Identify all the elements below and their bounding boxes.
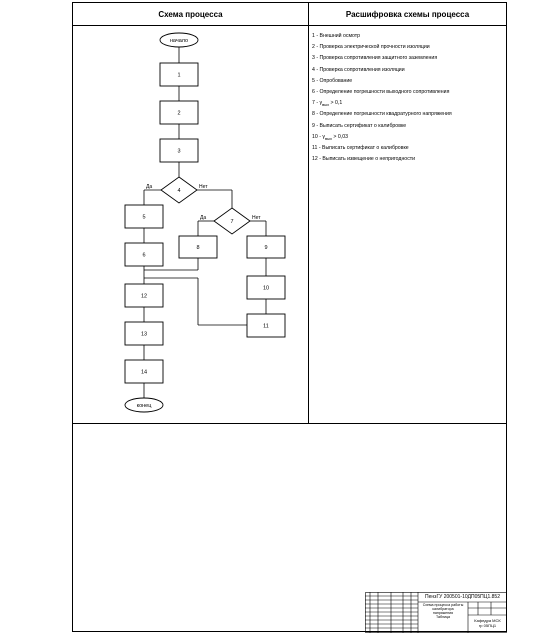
node-label-8: 8	[196, 245, 200, 251]
node-label-13: 13	[140, 331, 148, 338]
legend-item: 11 - Выписать сертификат о калибровке	[312, 144, 409, 151]
branch-no-7: Нет	[252, 215, 261, 221]
node-label-2: 2	[177, 110, 181, 117]
legend-item: 6 - Определение погрешности выходного сопротивления	[312, 88, 450, 95]
node-label-10: 10	[262, 285, 270, 292]
node-label-1: 1	[177, 72, 181, 79]
organization: Кафедра МСК гр 05ПЦ1	[474, 618, 501, 628]
process-legend	[312, 31, 502, 165]
node-label-14: 14	[140, 369, 148, 376]
node-label-3: 3	[177, 148, 181, 155]
legend-item: 5 - Опробование	[312, 77, 353, 84]
legend-item: 8 - Определение погрешности квадратурного напряжения	[312, 111, 452, 118]
legend-item: 3 - Проверка сопротивления защитного заземления	[312, 55, 438, 62]
drawing-title: Схема процесса работы калибратора напряжения Таблица	[422, 603, 464, 619]
flowchart-column-header: Схема процесса	[158, 10, 223, 19]
start-label: начало	[169, 38, 189, 44]
node-label-9: 9	[264, 245, 268, 251]
node-label-12: 12	[140, 293, 148, 300]
legend-column-header: Расшифровка схемы процесса	[345, 10, 470, 19]
node-label-5: 5	[142, 214, 146, 221]
legend-item: $10 - \gamma_{вых} > 0,03$	[312, 133, 348, 141]
legend-item: $7 - \gamma_{вых} > 0,1$	[312, 100, 343, 108]
legend-item: 12 - Выписать извещение о непригодности	[312, 156, 416, 163]
node-label-7: 7	[230, 219, 234, 225]
legend-item: 1 - Внешний осмотр	[312, 33, 361, 39]
document-code: ПензГУ 200501-10ДП05ПЦ1.852	[425, 594, 500, 600]
title-block	[365, 592, 507, 633]
legend-item: 4 - Проверка сопротивления изоляции	[312, 66, 405, 73]
end-label: конец	[136, 403, 152, 409]
branch-yes-7: Да	[200, 215, 207, 221]
legend-item: 2 - Проверка электрической прочности изоляции	[312, 44, 430, 51]
node-label-11: 11	[263, 323, 269, 330]
node-label-4: 4	[177, 188, 181, 194]
node-label-6: 6	[142, 252, 146, 259]
branch-yes-4: Да	[146, 184, 153, 190]
branch-no-4: Нет	[199, 184, 208, 190]
legend-item: 9 - Выписать сертификат о калибровке	[312, 122, 407, 129]
